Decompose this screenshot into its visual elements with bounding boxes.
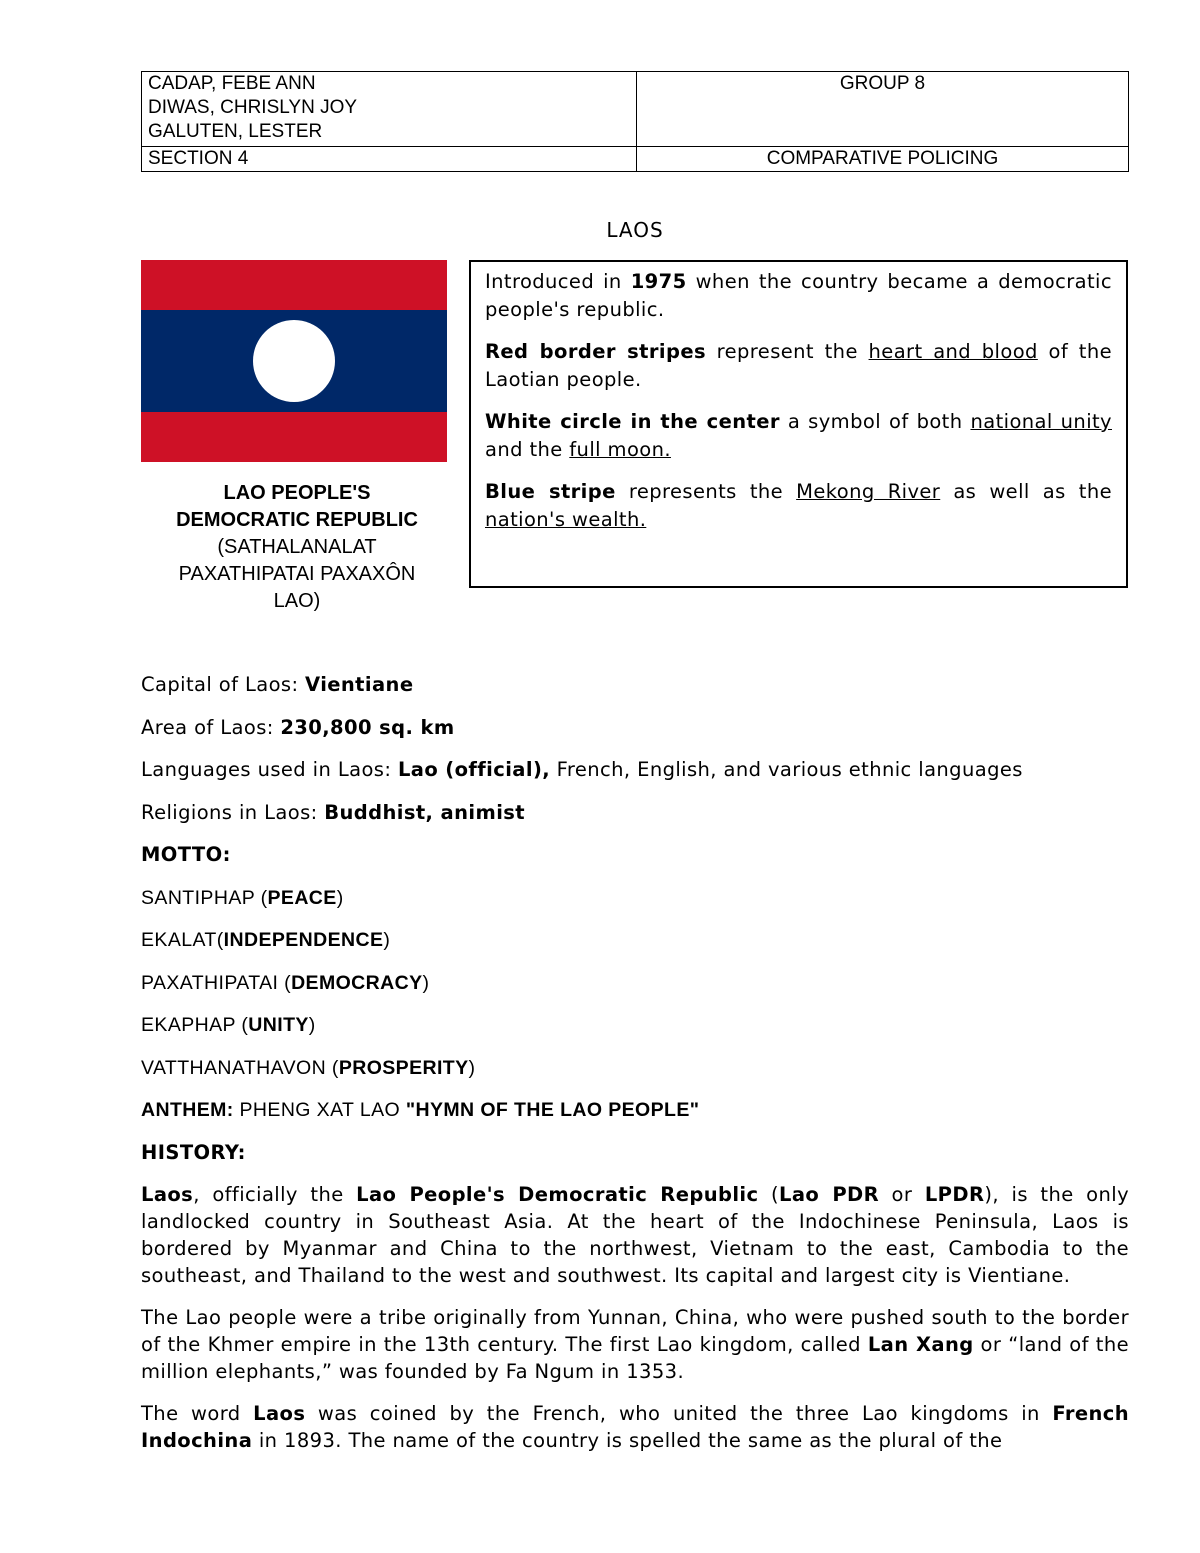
- underlined-text: heart and blood: [868, 340, 1038, 363]
- fact-label: Religions in Laos:: [141, 800, 325, 824]
- bold-term: Lao PDR: [779, 1183, 880, 1206]
- text-run: in 1893. The name of the country is spelled the same as the plural of the: [252, 1429, 1003, 1452]
- text-run: a symbol of both: [779, 410, 971, 433]
- paren: ): [422, 971, 430, 994]
- underlined-text: full moon.: [569, 438, 671, 461]
- white-circle-label: White circle in the center: [485, 410, 780, 433]
- year-bold: 1975: [630, 270, 687, 293]
- laos-flag-image: [141, 260, 447, 462]
- flag-intro-paragraph: [485, 268, 1112, 324]
- bold-term: French Indochina: [141, 1402, 1129, 1452]
- flag-white-circle: [253, 320, 335, 402]
- flag-red-stripe-bottom: [141, 412, 447, 462]
- text-run: or “land of the million elephants,” was founded by Fa Ngum in 1353.: [141, 1333, 1129, 1383]
- history-paragraph-2: [141, 1304, 1129, 1385]
- white-circle-paragraph: [485, 408, 1112, 464]
- fact-value: 230,800 sq. km: [280, 715, 455, 739]
- text-run: as well as the: [940, 480, 1113, 503]
- text-run: The Lao people were a tribe originally from Yunnan, China, who were pushed south to the border of the Khmer empire in the 13th century. The first Lao kingdom, called: [141, 1306, 1129, 1356]
- text-run: and the: [485, 438, 570, 461]
- blue-stripe-label: Blue stripe: [485, 480, 616, 503]
- area-line: [141, 714, 1129, 757]
- bold-term: LPDR: [924, 1183, 985, 1206]
- underlined-text: Mekong River: [796, 480, 941, 503]
- document-body: [141, 671, 1129, 1469]
- native-name-line: (SATHALANALAT: [217, 536, 377, 558]
- country-name-caption: [141, 480, 453, 615]
- document-title: LAOS: [606, 218, 664, 242]
- motto-meaning: PROSPERITY: [338, 1056, 469, 1079]
- text-run: of the Laotian people.: [485, 340, 1113, 391]
- history-heading: [141, 1139, 1129, 1182]
- paren: (: [326, 1056, 339, 1079]
- languages-line: [141, 756, 1129, 799]
- member-name: GALUTEN, LESTER: [148, 121, 323, 142]
- anthem-name: PHENG XAT LAO: [233, 1099, 406, 1121]
- bold-term: Lan Xang: [867, 1333, 974, 1356]
- fact-value: Vientiane: [305, 673, 414, 696]
- text-run: when the country became a democratic people's republic.: [485, 270, 1112, 321]
- underlined-text: national unity: [970, 410, 1112, 433]
- motto-word: SANTIPHAP: [141, 886, 255, 909]
- history-paragraph-1: [141, 1181, 1129, 1289]
- paren: ): [308, 1014, 316, 1036]
- paren: (: [278, 971, 292, 994]
- fact-label: Languages used in Laos:: [141, 758, 398, 781]
- paren: ): [468, 1056, 476, 1079]
- motto-word: EKALAT: [141, 929, 217, 951]
- motto-meaning: UNITY: [248, 1014, 309, 1036]
- anthem-english-name: "HYMN OF THE LAO PEOPLE": [405, 1099, 700, 1121]
- underlined-text: nation's wealth.: [485, 508, 647, 531]
- fact-value: Lao (official),: [397, 758, 551, 781]
- motto-item: [141, 969, 1129, 1012]
- text-run: or: [879, 1183, 925, 1206]
- bold-term: Laos: [141, 1183, 194, 1206]
- text-run: , officially the: [193, 1183, 357, 1206]
- capital-line: [141, 671, 1129, 714]
- native-name-line: LAO): [273, 590, 321, 612]
- motto-word: VATTHANATHAVON: [141, 1056, 327, 1079]
- blue-stripe-paragraph: [485, 478, 1112, 534]
- subject-cell: COMPARATIVE POLICING: [637, 147, 1129, 172]
- bold-term: Laos: [253, 1402, 306, 1425]
- bold-term: Lao People's Democratic Republic: [356, 1183, 759, 1206]
- red-stripes-paragraph: [485, 338, 1112, 394]
- text-run: was coined by the French, who united the three Lao kingdoms in: [305, 1402, 1053, 1425]
- text-run: ), is the only landlocked country in Southeast Asia. At the heart of the Indochinese Peninsula, Laos is bordered by Myanmar and China to the northwest, Vietnam to the east, Cambodia to the southeast, and Thailand to the west and southwest. Its capital and largest city is Vientiane.: [141, 1183, 1130, 1287]
- section-heading: MOTTO:: [141, 843, 231, 866]
- fact-value-rest: French, English, and various ethnic languages: [550, 758, 1023, 781]
- history-paragraph-3: [141, 1400, 1129, 1454]
- motto-word: PAXATHIPATAI: [141, 971, 279, 994]
- member-name: CADAP, FEBE ANN: [148, 73, 316, 94]
- fact-label: Area of Laos:: [141, 715, 281, 739]
- section-heading: ANTHEM:: [141, 1099, 234, 1121]
- motto-meaning: PEACE: [267, 886, 337, 909]
- official-name-line: DEMOCRATIC REPUBLIC: [176, 509, 418, 531]
- red-stripes-label: Red border stripes: [485, 340, 706, 363]
- motto-item: [141, 884, 1129, 927]
- paren: (: [254, 886, 268, 909]
- text-run: (: [758, 1183, 780, 1206]
- motto-meaning: INDEPENDENCE: [223, 929, 384, 951]
- text-run: The word: [141, 1402, 254, 1425]
- motto-item: [141, 1011, 1129, 1054]
- motto-heading: [141, 841, 1129, 884]
- member-name: DIWAS, CHRISLYN JOY: [148, 97, 358, 118]
- paren: (: [235, 1014, 249, 1036]
- fact-value: Buddhist, animist: [324, 800, 526, 824]
- native-name-line: PAXATHIPATAI PAXAXÔN: [178, 563, 416, 585]
- anthem-line: [141, 1096, 1129, 1139]
- section-heading: HISTORY:: [141, 1140, 246, 1164]
- fact-label: Capital of Laos:: [141, 673, 306, 696]
- group-members-cell: [142, 72, 637, 147]
- flag-meaning-box: [469, 260, 1128, 588]
- section-cell: SECTION 4: [142, 147, 637, 172]
- flag-red-stripe-top: [141, 260, 447, 310]
- paren: ): [383, 929, 391, 951]
- motto-meaning: DEMOCRACY: [291, 971, 423, 994]
- motto-word: EKAPHAP: [141, 1014, 236, 1036]
- motto-item: [141, 926, 1129, 969]
- paren: ): [336, 886, 344, 909]
- motto-item: [141, 1054, 1129, 1097]
- text-run: represent the: [705, 340, 869, 363]
- header-table: [141, 71, 1129, 172]
- religions-line: [141, 799, 1129, 842]
- text-run: Introduced in: [485, 270, 631, 293]
- official-name-line: LAO PEOPLE'S: [223, 482, 371, 504]
- paren: (: [216, 929, 224, 951]
- text-run: represents the: [615, 480, 797, 503]
- group-number-cell: GROUP 8: [637, 72, 1129, 147]
